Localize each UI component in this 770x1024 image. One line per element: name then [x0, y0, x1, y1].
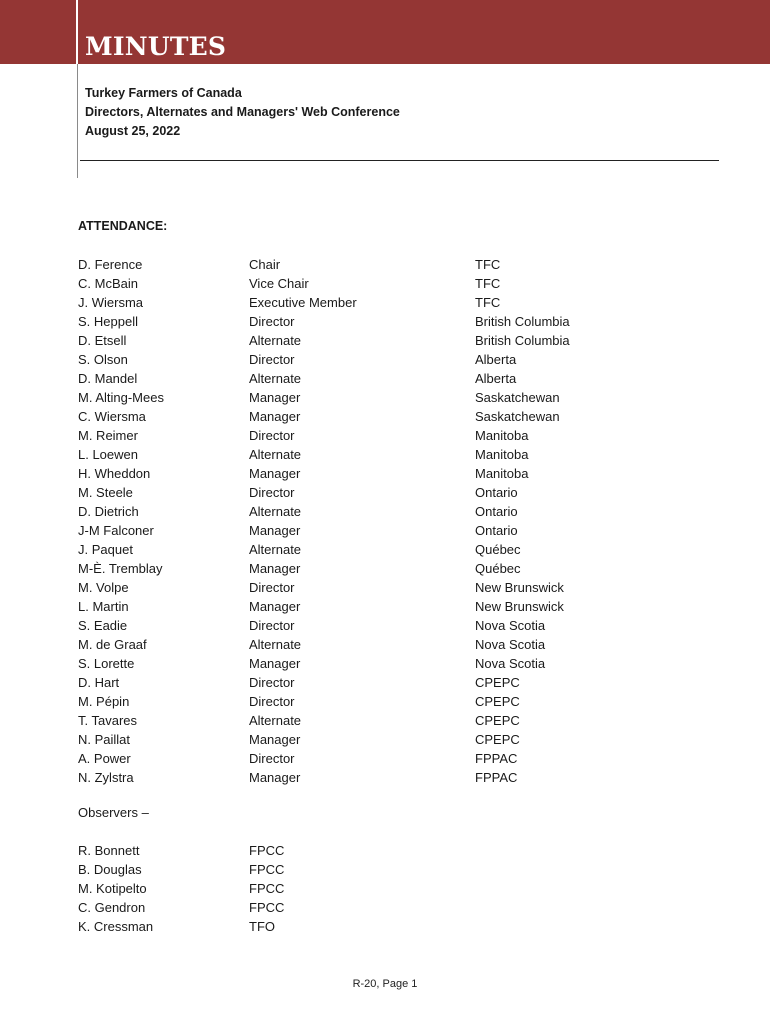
meeting-name: Directors, Alternates and Managers' Web Conference: [85, 105, 400, 119]
attendee-role: Director: [249, 485, 295, 500]
page-footer: R-20, Page 1: [352, 978, 418, 990]
attendee-name: D. Dietrich: [78, 504, 139, 519]
attendee-organization: FPPAC: [475, 770, 518, 785]
attendee-organization: Saskatchewan: [475, 409, 560, 424]
attendee-organization: TFC: [475, 276, 501, 291]
banner-divider: [76, 0, 78, 64]
attendee-organization: Alberta: [475, 352, 517, 367]
attendee-name: D. Etsell: [78, 333, 127, 348]
attendee-role: Manager: [249, 656, 301, 671]
attendee-name: D. Ference: [78, 257, 143, 272]
attendee-role: Director: [249, 428, 295, 443]
attendee-role: Manager: [249, 523, 301, 538]
observer-organization: FPCC: [249, 881, 285, 896]
attendee-organization: CPEPC: [475, 732, 520, 747]
attendee-role: Director: [249, 618, 295, 633]
attendee-role: Alternate: [249, 504, 302, 519]
observer-name: C. Gendron: [78, 900, 146, 915]
attendee-role: Manager: [249, 409, 301, 424]
attendee-organization: Nova Scotia: [475, 637, 546, 652]
observer-name: R. Bonnett: [78, 843, 140, 858]
observer-organization: FPCC: [249, 900, 285, 915]
attendee-organization: Ontario: [475, 485, 518, 500]
attendee-name: M. Steele: [78, 485, 133, 500]
attendee-role: Executive Member: [249, 295, 357, 310]
attendee-name: D. Hart: [78, 675, 120, 690]
attendee-organization: TFC: [475, 295, 501, 310]
attendee-role: Manager: [249, 770, 301, 785]
left-vertical-rule: [77, 64, 78, 178]
attendee-organization: FPPAC: [475, 751, 518, 766]
observer-organization: TFO: [249, 919, 275, 934]
attendee-name: C. McBain: [78, 276, 138, 291]
attendee-organization: Nova Scotia: [475, 618, 546, 633]
attendee-name: T. Tavares: [78, 713, 138, 728]
attendee-role: Manager: [249, 732, 301, 747]
attendee-name: L. Martin: [78, 599, 129, 614]
attendee-name: M. Reimer: [78, 428, 138, 443]
attendee-role: Manager: [249, 466, 301, 481]
organization-name: Turkey Farmers of Canada: [85, 86, 242, 100]
attendee-name: N. Paillat: [78, 732, 131, 747]
attendee-name: M. Pépin: [78, 694, 130, 709]
attendee-organization: Saskatchewan: [475, 390, 560, 405]
attendee-organization: British Columbia: [475, 333, 570, 348]
attendee-organization: CPEPC: [475, 694, 520, 709]
attendee-organization: CPEPC: [475, 713, 520, 728]
attendee-role: Manager: [249, 599, 301, 614]
attendee-role: Manager: [249, 390, 301, 405]
attendee-organization: Alberta: [475, 371, 517, 386]
attendee-name: S. Olson: [78, 352, 128, 367]
page-title: MINUTES: [85, 32, 227, 61]
attendee-name: A. Power: [78, 751, 131, 766]
attendee-organization: Manitoba: [475, 447, 529, 462]
meeting-header: [85, 84, 400, 141]
attendee-organization: CPEPC: [475, 675, 520, 690]
attendee-organization: Ontario: [475, 504, 518, 519]
attendee-role: Director: [249, 314, 295, 329]
attendee-name: D. Mandel: [78, 371, 138, 386]
observer-name: K. Cressman: [78, 919, 154, 934]
attendee-organization: British Columbia: [475, 314, 570, 329]
attendee-role: Director: [249, 694, 295, 709]
observer-organization: FPCC: [249, 843, 285, 858]
attendee-name: S. Heppell: [78, 314, 138, 329]
attendee-organization: Nova Scotia: [475, 656, 546, 671]
attendee-role: Alternate: [249, 371, 302, 386]
observers-heading: Observers –: [78, 805, 149, 820]
header-divider: [80, 160, 719, 161]
observer-name: M. Kotipelto: [78, 881, 147, 896]
attendee-organization: New Brunswick: [475, 580, 564, 595]
attendee-name: M. Alting-Mees: [78, 390, 164, 405]
attendee-role: Manager: [249, 561, 301, 576]
attendee-role: Alternate: [249, 637, 302, 652]
attendee-name: C. Wiersma: [78, 409, 146, 424]
attendee-name: J. Wiersma: [78, 295, 143, 310]
meeting-date: August 25, 2022: [85, 124, 181, 138]
attendee-role: Alternate: [249, 542, 302, 557]
attendance-heading: ATTENDANCE:: [78, 219, 168, 233]
attendee-role: Director: [249, 675, 295, 690]
attendee-name: J-M Falconer: [78, 523, 154, 538]
attendee-name: S. Lorette: [78, 656, 135, 671]
attendee-organization: New Brunswick: [475, 599, 564, 614]
attendee-organization: TFC: [475, 257, 501, 272]
attendee-name: M. Volpe: [78, 580, 129, 595]
attendee-role: Director: [249, 751, 295, 766]
attendee-role: Alternate: [249, 447, 302, 462]
attendee-role: Vice Chair: [249, 276, 309, 291]
attendee-name: S. Eadie: [78, 618, 128, 633]
attendee-name: J. Paquet: [78, 542, 133, 557]
attendee-role: Director: [249, 352, 295, 367]
attendee-role: Alternate: [249, 713, 302, 728]
attendee-name: H. Wheddon: [78, 466, 151, 481]
attendee-organization: Québec: [475, 542, 521, 557]
attendee-name: M. de Graaf: [78, 637, 147, 652]
attendee-organization: Manitoba: [475, 466, 529, 481]
attendee-name: N. Zylstra: [78, 770, 134, 785]
observer-organization: FPCC: [249, 862, 285, 877]
attendee-role: Alternate: [249, 333, 302, 348]
attendee-name: M-È. Tremblay: [78, 561, 163, 576]
attendee-organization: Manitoba: [475, 428, 529, 443]
observer-name: B. Douglas: [78, 862, 142, 877]
attendee-name: L. Loewen: [78, 447, 138, 462]
attendee-role: Chair: [249, 257, 281, 272]
attendee-role: Director: [249, 580, 295, 595]
attendee-organization: Québec: [475, 561, 521, 576]
attendee-organization: Ontario: [475, 523, 518, 538]
